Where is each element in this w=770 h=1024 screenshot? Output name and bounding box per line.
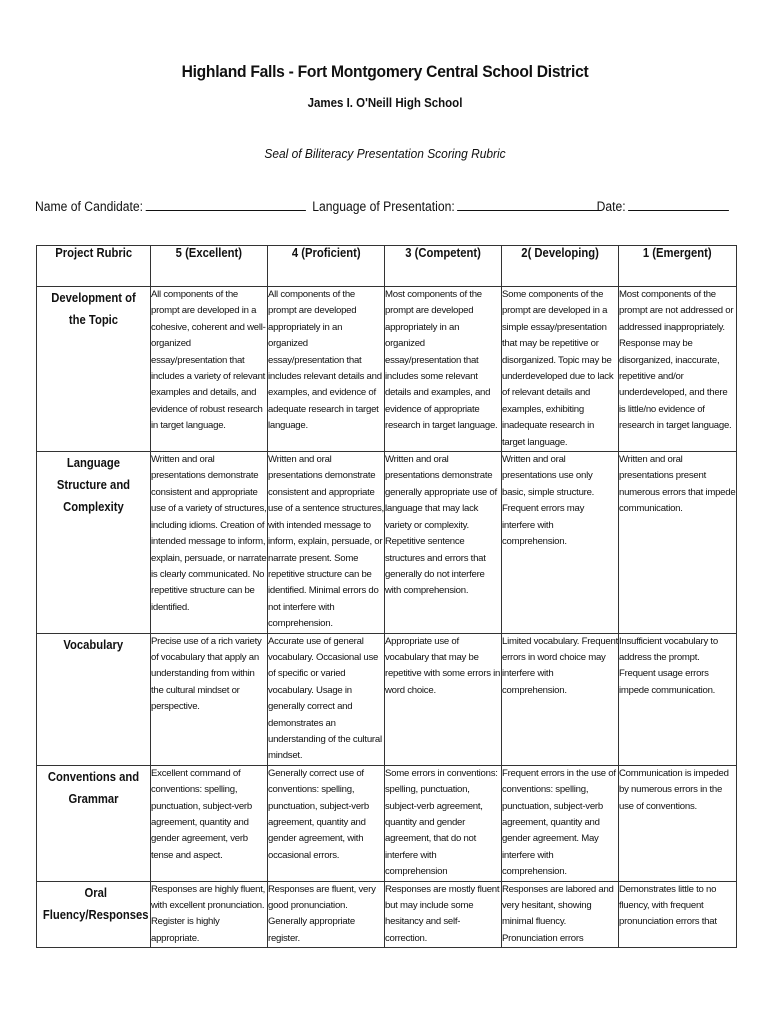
table-row xyxy=(37,881,737,948)
header-project-rubric: Project Rubric xyxy=(37,246,151,287)
rubric-cell: Generally correct use of conventions: spelling, punctuation, subject-verb agreement, quantity and gender agreement, with occasional errors. xyxy=(268,765,385,881)
date-label: Date: xyxy=(596,199,626,214)
rubric-cell: Some components of the prompt are developed in a simple essay/presentation that may be repetitive or disorganized. Topic may be underdeveloped due to lack of relevant details and examples, exhibiting inadequate research in target language. xyxy=(502,287,619,452)
rubric-cell: Most components of the prompt are developed appropriately in an organized essay/presentation that includes some relevant details and examples, and evidence of appropriate research in target language. xyxy=(385,287,502,452)
rubric-cell: All components of the prompt are developed appropriately in an organized essay/presentation that includes relevant details and examples, and evidence of adequate research in target language. xyxy=(268,287,385,452)
rubric-cell: Appropriate use of vocabulary that may be repetitive with some errors in word choice. xyxy=(385,633,502,765)
scoring-rubric-table xyxy=(36,245,737,948)
rubric-cell: Responses are mostly fluent but may include some hesitancy and self-correction. xyxy=(385,881,502,948)
rubric-title: Seal of Biliteracy Presentation Scoring Rubric xyxy=(264,146,506,161)
rubric-cell: Excellent command of conventions: spelling, punctuation, subject-verb agreement, quantity and gender agreement, verb tense and aspect. xyxy=(151,765,268,881)
candidate-name-label: Name of Candidate: xyxy=(35,199,144,214)
table-header-row xyxy=(37,246,737,287)
candidate-name-field[interactable] xyxy=(35,196,306,214)
header-emergent: 1 (Emergent) xyxy=(619,246,737,287)
header-competent: 3 (Competent) xyxy=(385,246,502,287)
header-excellent: 5 (Excellent) xyxy=(151,246,268,287)
rubric-cell: Some errors in conventions: spelling, punctuation, subject-verb agreement, quantity and gender agreement, that do not interfere with comprehension xyxy=(385,765,502,881)
criterion-oral-fluency: Oral Fluency/Responses xyxy=(37,881,151,948)
rubric-cell: Demonstrates little to no fluency, with frequent pronunciation errors that xyxy=(619,881,737,948)
header-developing: 2( Developing) xyxy=(502,246,619,287)
rubric-cell: Written and oral presentations use only basic, simple structure. Frequent errors may interfere with comprehension. xyxy=(502,452,619,633)
criterion-vocabulary: Vocabulary xyxy=(37,633,151,765)
criterion-language-structure: Language Structure and Complexity xyxy=(37,452,151,633)
rubric-cell: Written and oral presentations demonstrate consistent and appropriate use of a sentence structures, with intended message to inform, explain, persuade, or narrate present. Some repetitive structure can be identified. Minimal errors do not interfere with comprehension. xyxy=(268,452,385,633)
date-line[interactable] xyxy=(628,196,729,211)
rubric-cell: Written and oral presentations present numerous errors that impede communication. xyxy=(619,452,737,633)
language-line[interactable] xyxy=(457,196,599,211)
table-row xyxy=(37,633,737,765)
rubric-cell: Written and oral presentations demonstrate consistent and appropriate use of a variety of structures, including idioms. Creation of intended message to inform, explain, persuade, or narrate is clearly communicated. No repetitive structure can be identified. xyxy=(151,452,268,633)
rubric-cell: Accurate use of general vocabulary. Occasional use of specific or varied vocabulary. Usage in generally correct and demonstrates an understanding of the cultural mindset. xyxy=(268,633,385,765)
rubric-cell: Responses are fluent, very good pronunciation. Generally appropriate register. xyxy=(268,881,385,948)
rubric-cell: Insufficient vocabulary to address the prompt. Frequent usage errors impede communication. xyxy=(619,633,737,765)
rubric-cell: Responses are highly fluent, with excellent pronunciation. Register is highly appropriate. xyxy=(151,881,268,948)
candidate-info-fields xyxy=(35,196,665,218)
rubric-cell: Responses are labored and very hesitant, showing minimal fluency. Pronunciation errors xyxy=(502,881,619,948)
rubric-cell: Limited vocabulary. Frequent errors in word choice may interfere with comprehension. xyxy=(502,633,619,765)
language-label: Language of Presentation: xyxy=(312,199,455,214)
criterion-development: Development of the Topic xyxy=(37,287,151,452)
rubric-cell: Frequent errors in the use of conventions: spelling, punctuation, subject-verb agreement, quantity and gender agreement. May interfere with comprehension. xyxy=(502,765,619,881)
rubric-cell: Communication is impeded by numerous errors in the use of conventions. xyxy=(619,765,737,881)
table-row xyxy=(37,452,737,633)
district-title: Highland Falls - Fort Montgomery Central School District xyxy=(181,62,589,81)
header-proficient: 4 (Proficient) xyxy=(268,246,385,287)
rubric-cell: All components of the prompt are developed in a cohesive, coherent and well-organized essay/presentation that includes a variety of relevant examples and details, and evidence of robust research in target language. xyxy=(151,287,268,452)
language-field[interactable] xyxy=(312,196,599,214)
school-name: James I. O'Neill High School xyxy=(307,96,463,110)
rubric-cell: Written and oral presentations demonstrate generally appropriate use of language that may lack variety or complexity. Repetitive sentence structures and errors that generally do not interfere with comprehension. xyxy=(385,452,502,633)
table-row xyxy=(37,765,737,881)
table-row xyxy=(37,287,737,452)
rubric-cell: Most components of the prompt are not addressed or addressed inappropriately. Response may be disorganized, inaccurate, repetitive and/or underdeveloped, and there is little/no evidence of research in target language. xyxy=(619,287,737,452)
date-field[interactable] xyxy=(597,196,730,214)
criterion-conventions: Conventions and Grammar xyxy=(37,765,151,881)
candidate-name-line[interactable] xyxy=(146,196,306,211)
rubric-cell: Precise use of a rich variety of vocabulary that apply an understanding from within the cultural mindset or perspective. xyxy=(151,633,268,765)
